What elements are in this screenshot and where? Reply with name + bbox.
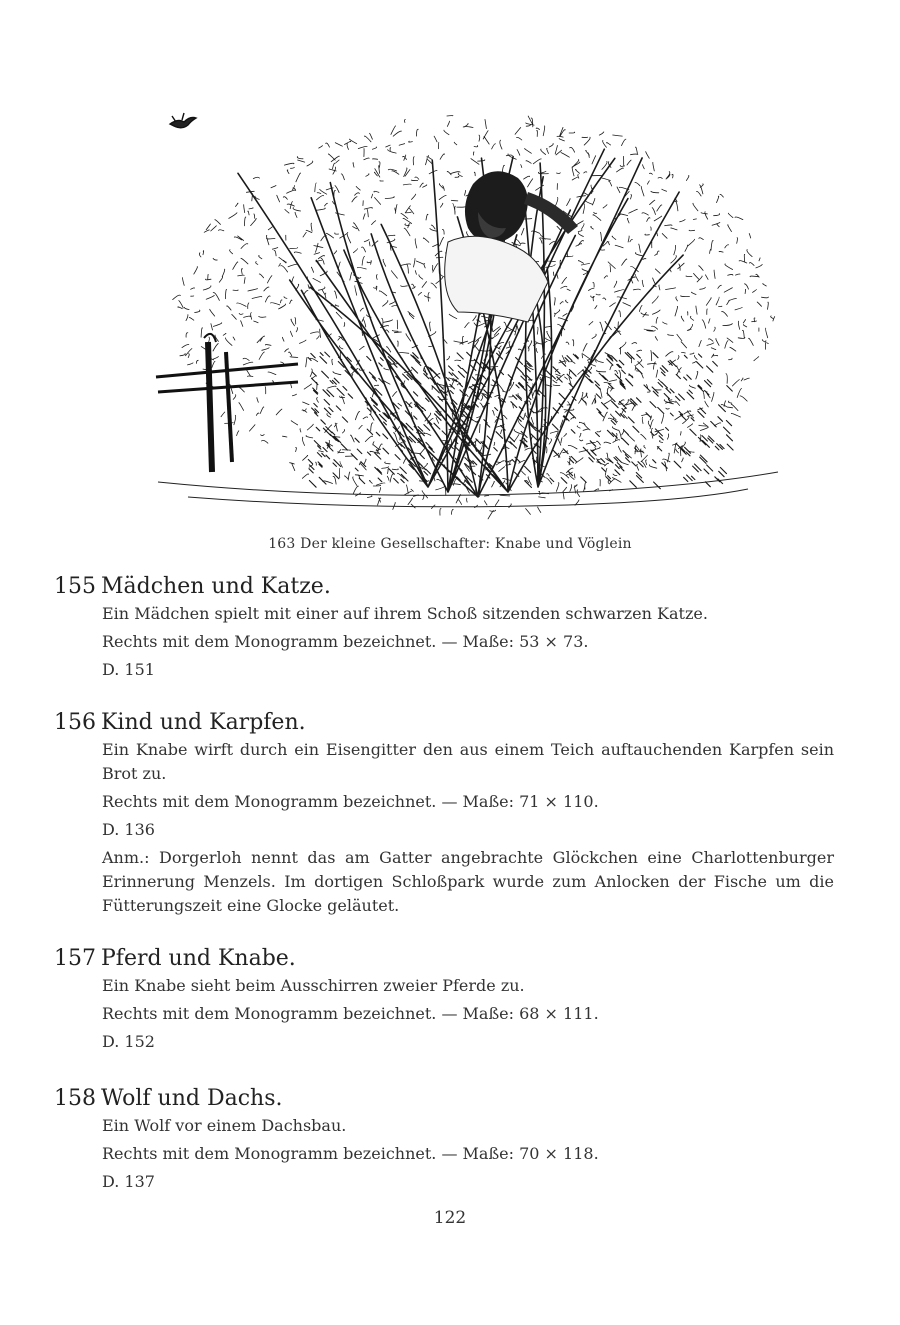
entry-heading bbox=[54, 708, 834, 738]
leaf-hatching bbox=[173, 116, 775, 519]
entry-description: Ein Mädchen spielt mit einer auf ihrem Schoß sitzenden schwarzen Katze. bbox=[102, 604, 708, 623]
entry-number: 155 bbox=[54, 574, 96, 599]
catalog-entry-158 bbox=[54, 1084, 834, 1194]
entry-signature: Rechts mit dem Monogramm bezeichnet. — Maße: 71 × 110. bbox=[102, 792, 599, 811]
entry-title: Wolf und Dachs. bbox=[101, 1086, 283, 1111]
engraving-boy-in-bush bbox=[148, 92, 788, 522]
entry-body bbox=[102, 602, 834, 682]
page-number: 122 bbox=[433, 1208, 467, 1228]
entry-signature: Rechts mit dem Monogramm bezeichnet. — Maße: 70 × 118. bbox=[102, 1144, 599, 1163]
entry-number: 157 bbox=[54, 946, 96, 971]
entry-signature: Rechts mit dem Monogramm bezeichnet. — Maße: 68 × 111. bbox=[102, 1004, 599, 1023]
entry-heading bbox=[54, 572, 834, 602]
entry-description: Ein Wolf vor einem Dachsbau. bbox=[102, 1116, 347, 1135]
branch-strokes bbox=[238, 149, 683, 497]
shadow-hatching bbox=[308, 352, 733, 489]
entry-heading bbox=[54, 944, 834, 974]
entry-reference: D. 137 bbox=[102, 1172, 155, 1191]
catalog-entry-155 bbox=[54, 572, 834, 682]
entry-reference: D. 151 bbox=[102, 660, 155, 679]
entry-reference: D. 152 bbox=[102, 1032, 155, 1051]
bird-drawing bbox=[170, 113, 196, 128]
entry-number: 158 bbox=[54, 1086, 96, 1111]
entry-reference: D. 136 bbox=[102, 820, 155, 839]
entry-body bbox=[102, 1114, 834, 1194]
entry-body bbox=[102, 974, 834, 1054]
wooden-fence bbox=[156, 334, 298, 472]
catalog-entry-157 bbox=[54, 944, 834, 1054]
entry-note: Anm.: Dorgerloh nennt das am Gatter angebrachte Glöckchen eine Charlottenburger Erinnerung Menzels. Im dortigen Schloßpark wurde zum Anlocken der Fische um die Fütterungszeit eine Glocke geläutet. bbox=[102, 848, 834, 915]
entry-description: Ein Knabe wirft durch ein Eisengitter den aus einem Teich auftauchenden Karpfen sein Brot zu. bbox=[102, 740, 834, 783]
entry-title: Pferd und Knabe. bbox=[101, 946, 296, 971]
entry-title: Mädchen und Katze. bbox=[101, 574, 331, 599]
entry-body bbox=[102, 738, 834, 918]
entry-heading bbox=[54, 1084, 834, 1114]
figure-caption: 163 Der kleine Gesellschafter: Knabe und Vöglein bbox=[268, 536, 632, 552]
catalog-entry-156 bbox=[54, 708, 834, 918]
entry-signature: Rechts mit dem Monogramm bezeichnet. — Maße: 53 × 73. bbox=[102, 632, 589, 651]
entry-title: Kind und Karpfen. bbox=[101, 710, 306, 735]
entry-description: Ein Knabe sieht beim Ausschirren zweier Pferde zu. bbox=[102, 976, 525, 995]
entry-number: 156 bbox=[54, 710, 96, 735]
